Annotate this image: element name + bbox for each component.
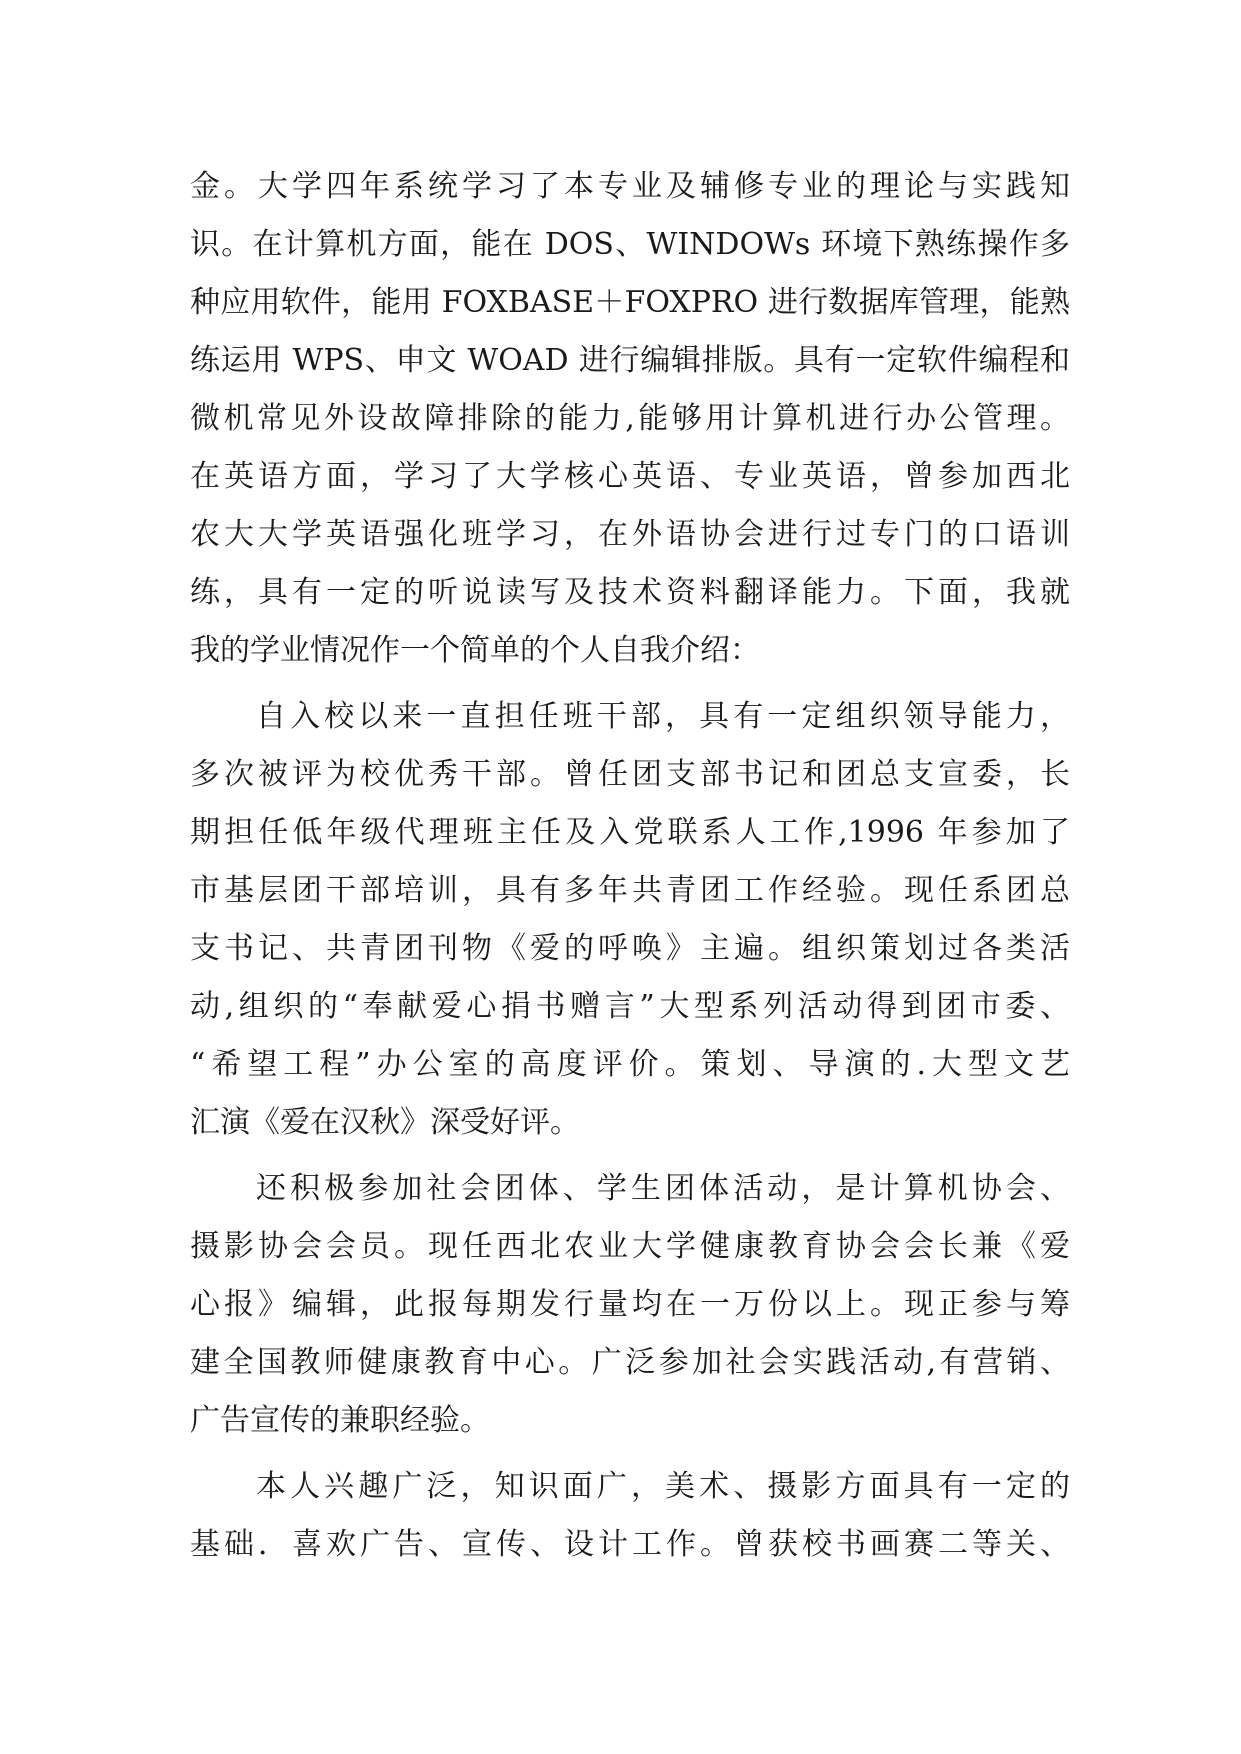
text-line: 我的学业情况作一个简单的个人自我介绍： [190, 633, 760, 668]
text-line: 广告宣传的兼职经验。 [190, 1403, 490, 1438]
text-line: 农大大学英语强化班学习，在外语协会进行过专门的口语训 [190, 517, 1070, 552]
text-line: 汇演《爱在汉秋》深受好评。 [190, 1105, 580, 1140]
text-line: 期担任低年级代理班主任及入党联系人工作,1996 年参加了 [190, 815, 1070, 850]
text-line: 本人兴趣广泛，知识面广，美术、摄影方面具有一定的 [256, 1469, 1070, 1504]
text-line: 在英语方面，学习了大学核心英语、专业英语，曾参加西北 [190, 459, 1070, 494]
text-line: 多次被评为校优秀干部。曾任团支部书记和团总支宣委，长 [190, 757, 1070, 792]
text-line: 识。在计算机方面，能在 DOS、WINDOWs 环境下熟练操作多 [190, 227, 1070, 262]
text-line: 还积极参加社会团体、学生团体活动，是计算机协会、 [256, 1171, 1070, 1206]
text-line: 练运用 WPS、申文 WOAD 进行编辑排版。具有一定软件编程和 [190, 343, 1070, 378]
paragraph [190, 688, 1070, 1152]
text-line: 摄影协会会员。现任西北农业大学健康教育协会会长兼《爱 [190, 1229, 1070, 1264]
paragraph [190, 1458, 1070, 1574]
paragraph [190, 158, 1070, 680]
text-line: 动,组织的“奉献爱心捐书赠言”大型系列活动得到团市委、 [190, 989, 1070, 1024]
text-line: 自入校以来一直担任班干部，具有一定组织领导能力， [256, 699, 1070, 734]
paragraph [190, 1160, 1070, 1450]
document-body [190, 158, 1070, 1574]
text-line: 金。大学四年系统学习了本专业及辅修专业的理论与实践知 [190, 169, 1070, 204]
text-line: 心报》编辑，此报每期发行量均在一万份以上。现正参与筹 [190, 1287, 1070, 1322]
text-line: 练，具有一定的听说读写及技术资料翻译能力。下面，我就 [190, 575, 1070, 610]
text-line: 支书记、共青团刊物《爱的呼唤》主遍。组织策划过各类活 [190, 931, 1070, 966]
text-line: 微机常见外设故障排除的能力,能够用计算机进行办公管理。 [190, 401, 1070, 436]
text-line: 基础．喜欢广告、宣传、设计工作。曾获校书画赛二等关、 [190, 1527, 1070, 1562]
text-line: 种应用软件，能用 FOXBASE＋FOXPRO 进行数据库管理，能熟 [190, 285, 1070, 320]
text-line: 建全国教师健康教育中心。广泛参加社会实践活动,有营销、 [190, 1345, 1070, 1380]
text-line: 市基层团干部培训，具有多年共青团工作经验。现任系团总 [190, 873, 1070, 908]
text-line: “希望工程”办公室的高度评价。策划、导演的.大型文艺 [190, 1047, 1070, 1082]
